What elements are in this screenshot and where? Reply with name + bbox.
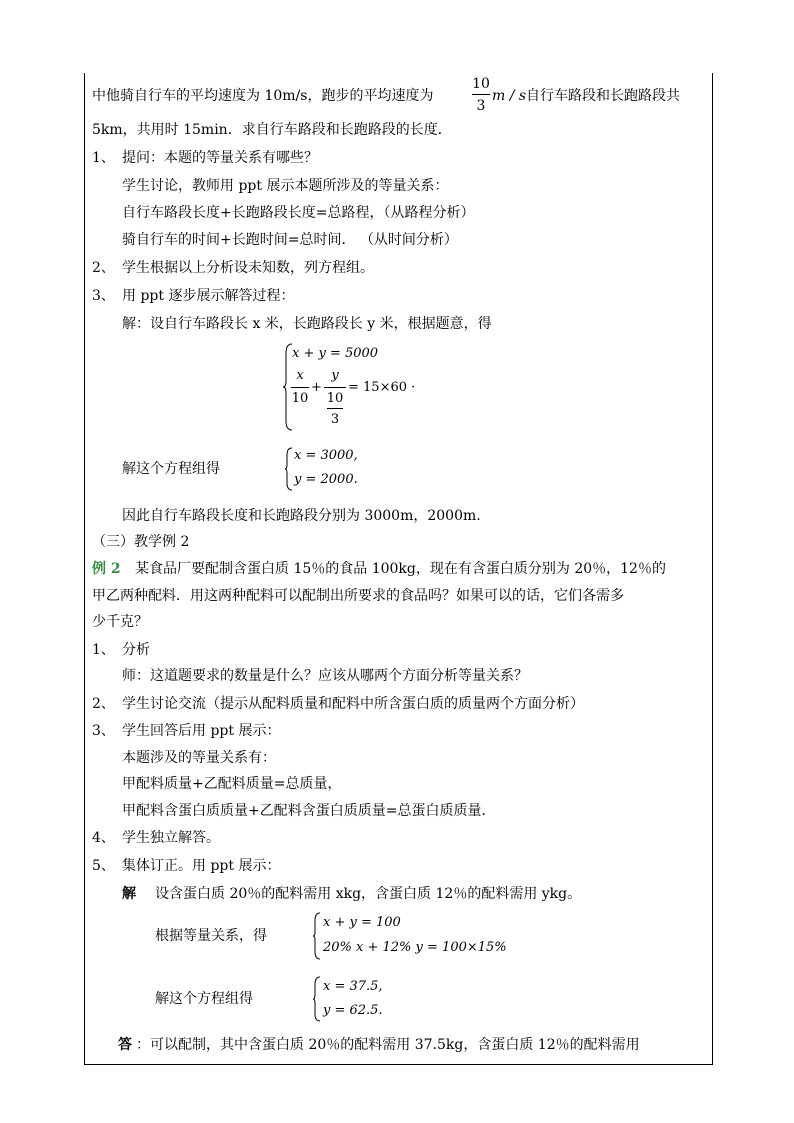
fraction-denominator: 3 [476,98,486,114]
system1-eq1: x + y = 5000 [292,346,379,361]
step-number: 3、 [92,723,115,739]
example-tag: 例 2 [92,561,121,577]
step-number: 4、 [92,830,115,846]
solution2-eq2: 20% x + 12% y = 100×15% [323,940,507,955]
solution2-eq1: x + y = 100 [323,915,401,930]
fraction-bar [327,408,343,409]
step-text: 师：这道题要求的数量是什么？应该从哪两个方面分析等量关系？ [122,668,528,684]
step-text: 分析 [122,642,150,658]
conclusion1: 因此自行车路段长度和长跑路段分别为 3000m，2000m. [122,508,481,524]
system1-ten: 10 [291,391,309,406]
speed-unit: m / s [492,88,527,104]
step-number: 1、 [92,642,115,658]
problem1-line1-a: 中他骑自行车的平均速度为 10m/s，跑步的平均速度为 [92,88,434,104]
system1-plus: + [311,380,322,395]
answer-text: ：可以配制，其中含蛋白质 20％的配料需用 37.5kg，含蛋白质 12％的配料需用 [136,1037,640,1053]
fraction-bar [324,387,346,388]
fraction-bar [291,387,309,388]
solution2-sol2: y = 62.5. [323,1003,383,1018]
solution2-sol1: x = 37.5, [323,979,383,994]
problem1-line1-b: 自行车路段和长跑路段共 [526,88,680,104]
system1-x: x [296,368,304,383]
solution2-label1: 根据等量关系，得 [155,928,267,944]
left-brace [312,976,322,1022]
left-brace [312,912,322,960]
fraction-numerator: 10 [472,76,490,92]
example2-text1: 某食品厂要配制含蛋白质 15％的食品 100kg，现在有含蛋白质分别为 20％，12％的 [135,561,666,577]
problem1-line2: 5km，共用时 15min．求自行车路段和长跑路段的长度． [92,122,452,138]
step-text: 提问：本题的等量关系有哪些？ [122,150,318,166]
solution2-intro: 设含蛋白质 20％的配料需用 xkg，含蛋白质 12％的配料需用 ykg。 [155,886,582,902]
step-number: 1、 [92,150,115,166]
solve1-eq1: x = 3000, [294,448,358,463]
step-number: 2、 [92,696,115,712]
step-text: 用 ppt 逐步展示解答过程： [122,288,295,304]
step-text: 学生独立解答。 [122,830,220,846]
solution-tag: 解 [122,886,136,902]
solve1-eq2: y = 2000. [294,472,358,487]
system1-rhs: = 15×60 · [348,380,416,395]
step-text: 骑自行车的时间+长跑时间=总时间． （从时间分析） [122,232,458,248]
solve1-label: 解这个方程组得 [122,461,220,477]
system1-ten2: 10 [326,391,344,406]
left-brace [284,447,294,491]
system1-y: y [331,368,339,383]
step-text: 学生回答后用 ppt 展示： [122,723,281,739]
section-heading: （三）教学例 2 [92,534,190,550]
step-text: 集体订正。用 ppt 展示： [122,858,281,874]
step-number: 3、 [92,288,115,304]
system1-three: 3 [330,412,340,427]
example2-text3: 少千克？ [92,614,148,630]
step-text: 解：设自行车路段长 x 米，长跑路段长 y 米，根据题意，得 [122,316,492,332]
step-text: 甲配料质量+乙配料质量=总质量， [122,776,342,792]
step-text: 甲配料含蛋白质质量+乙配料含蛋白质质量=总蛋白质质量． [122,803,496,819]
step-text: 本题涉及的等量关系有： [122,750,276,766]
solution2-label2: 解这个方程组得 [155,991,253,1007]
step-number: 2、 [92,260,115,276]
fraction-bar [472,94,490,95]
answer-tag: 答 [118,1037,132,1053]
step-text: 学生讨论，教师用 ppt 展示本题所涉及的等量关系： [122,178,449,194]
step-text: 自行车路段长度+长跑路段长度=总路程，（从路程分析） [122,205,475,221]
example2-text2: 甲乙两种配料．用这两种配料可以配制出所要求的食品吗？如果可以的话，它们各需多 [92,588,624,604]
step-text: 学生讨论交流（提示从配料质量和配料中所含蛋白质的质量两个方面分析） [122,696,584,712]
step-text: 学生根据以上分析设未知数，列方程组。 [122,260,374,276]
step-number: 5、 [92,858,115,874]
